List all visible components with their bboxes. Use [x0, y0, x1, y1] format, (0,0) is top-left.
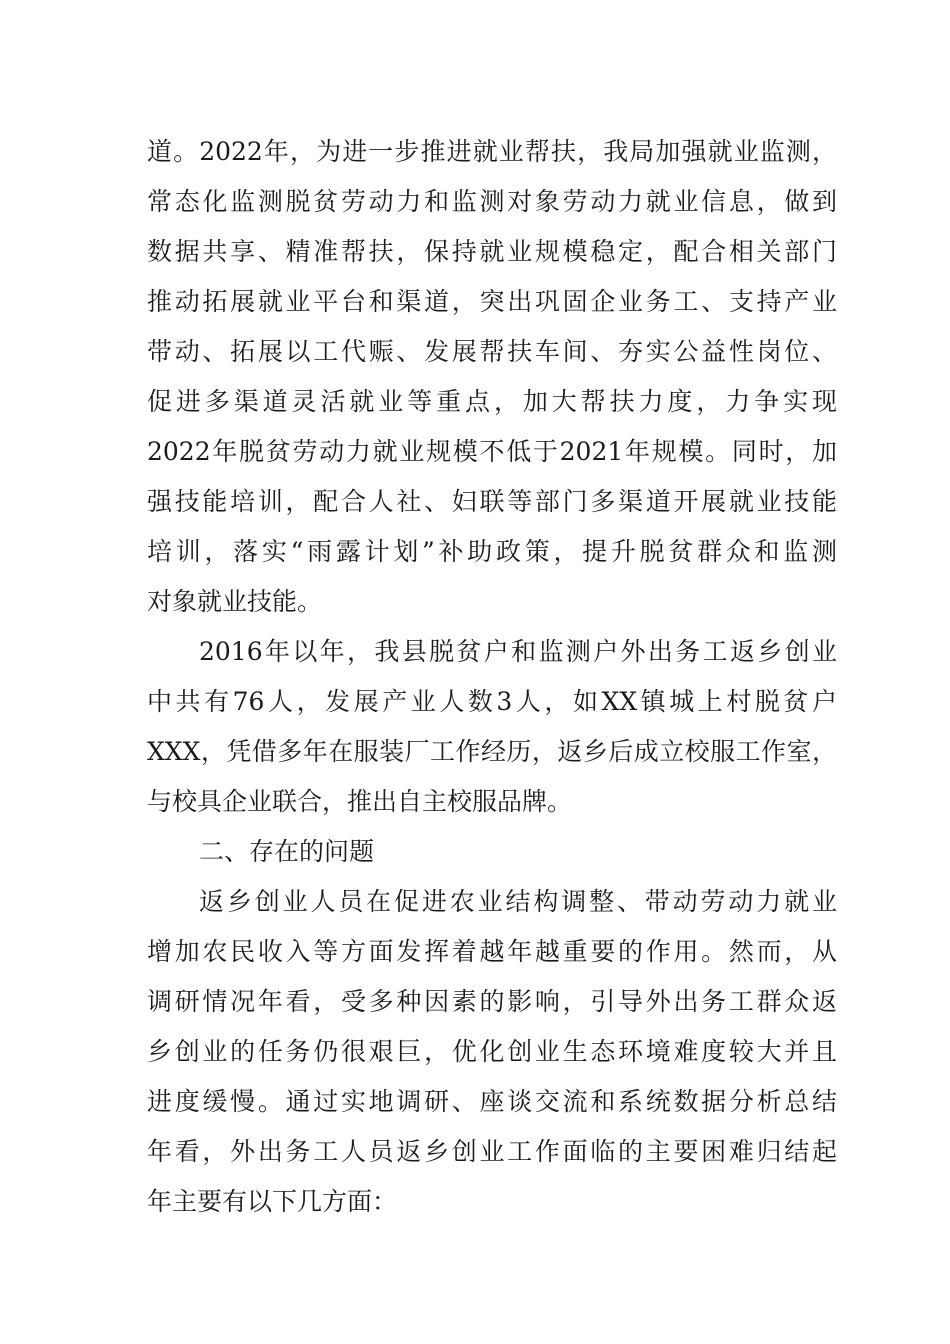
paragraph-line: 培训，落实“雨露计划”补助政策，提升脱贫群众和监测: [147, 537, 837, 566]
paragraph-line: 增加农民收入等方面发挥着越年越重要的作用。然而，从: [147, 937, 837, 966]
body-text: [147, 127, 837, 1227]
paragraph-line: 返乡创业人员在促进农业结构调整、带动劳动力就业: [199, 887, 837, 916]
paragraph-line: 与校具企业联合，推出自主校服品牌。: [147, 787, 573, 816]
paragraph-line: 常态化监测脱贫劳动力和监测对象劳动力就业信息，做到: [147, 187, 837, 216]
paragraph-line: 进度缓慢。通过实地调研、座谈交流和系统数据分析总结: [147, 1087, 837, 1116]
paragraph-line: 年主要有以下几方面：: [147, 1187, 398, 1216]
paragraph-line: XXX，凭借多年在服装厂工作经历，返乡后成立校服工作室，: [147, 737, 837, 766]
paragraph-line: 2016年以年，我县脱贫户和监测户外出务工返乡创业: [199, 637, 837, 666]
paragraph-line: 推动拓展就业平台和渠道，突出巩固企业务工、支持产业: [147, 287, 837, 316]
paragraph-line: 对象就业技能。: [147, 587, 323, 616]
paragraph-line: 2022年脱贫劳动力就业规模不低于2021年规模。同时，加: [147, 437, 837, 466]
paragraph-line: 年看，外出务工人员返乡创业工作面临的主要困难归结起: [147, 1137, 837, 1166]
paragraph-line: 带动、拓展以工代赈、发展帮扶车间、夯实公益性岗位、: [147, 337, 837, 366]
paragraph-line: 促进多渠道灵活就业等重点，加大帮扶力度，力争实现: [147, 387, 837, 416]
paragraph-line: 中共有76人，发展产业人数3人，如XX镇城上村脱贫户: [147, 687, 837, 716]
section-heading: 二、存在的问题: [199, 837, 375, 866]
paragraph-line: 数据共享、精准帮扶，保持就业规模稳定，配合相关部门: [147, 237, 837, 266]
paragraph-line: 乡创业的任务仍很艰巨，优化创业生态环境难度较大并且: [147, 1037, 837, 1066]
paragraph-line: 强技能培训，配合人社、妇联等部门多渠道开展就业技能: [147, 487, 837, 516]
paragraph-line: 道。2022年，为进一步推进就业帮扶，我局加强就业监测，: [147, 137, 837, 166]
paragraph-line: 调研情况年看，受多种因素的影响，引导外出务工群众返: [147, 987, 837, 1016]
